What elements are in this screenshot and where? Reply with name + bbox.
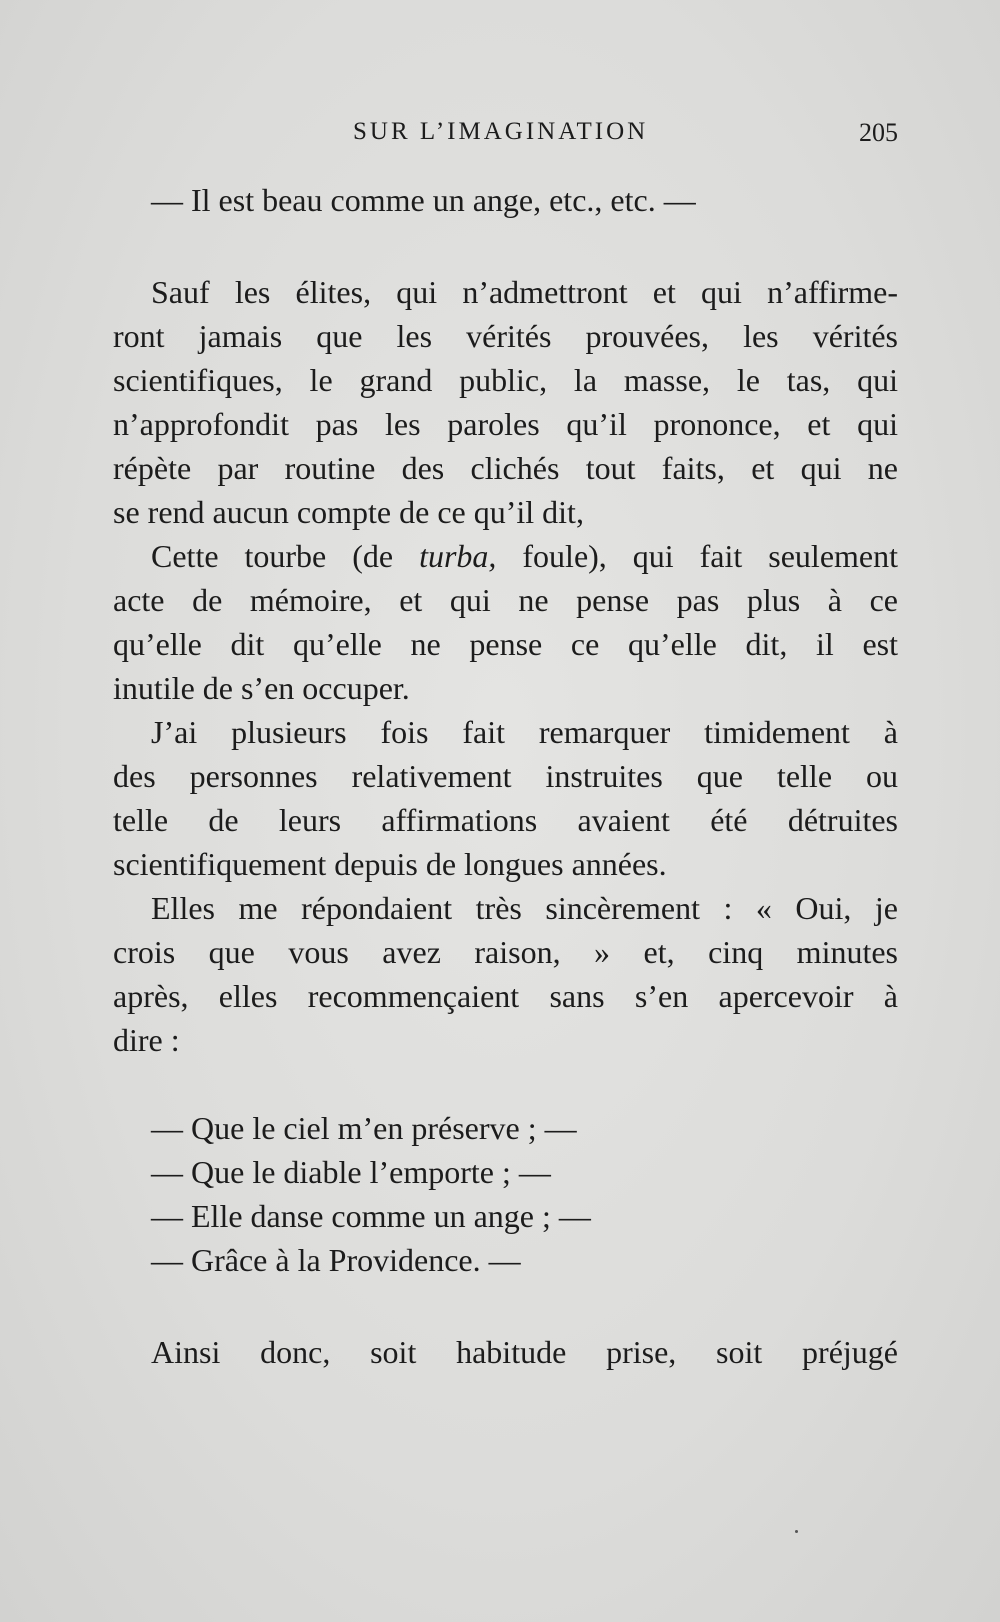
text-line: — Que le ciel m’en préserve ; —	[151, 1110, 577, 1146]
text-segment: foule), qui fait seulement	[496, 538, 899, 574]
text-line: se rend aucun compte de ce qu’il dit,	[113, 494, 584, 530]
text-line: — Il est beau comme un ange, etc., etc. —	[151, 182, 696, 218]
text-line: n’approfondit pas les paroles qu’il prononce, et qui	[113, 406, 898, 442]
text-line: scientifiquement depuis de longues années.	[113, 846, 667, 882]
text-line: inutile de s’en occuper.	[113, 670, 410, 706]
text-line: — Elle danse comme un ange ; —	[151, 1198, 591, 1234]
text-line: telle de leurs affirmations avaient été détruites	[113, 802, 898, 838]
text-line: qu’elle dit qu’elle ne pense ce qu’elle dit, il est	[113, 626, 898, 662]
text-line: Elles me répondaient très sincèrement : « Oui, je	[151, 890, 898, 926]
text-line: Sauf les élites, qui n’admettront et qui n’affirme-	[151, 274, 898, 310]
text-line	[151, 534, 898, 578]
text-line: dire :	[113, 1022, 180, 1058]
text-segment: Cette tourbe (de	[151, 538, 420, 574]
text-line: scientifiques, le grand public, la masse, le tas, qui	[113, 362, 898, 398]
running-title: SUR L’IMAGINATION	[353, 118, 649, 145]
text-line: crois que vous avez raison, » et, cinq minutes	[113, 934, 898, 970]
text-line: après, elles recommençaient sans s’en apercevoir à	[113, 978, 898, 1014]
text-line: — Grâce à la Providence. —	[151, 1242, 521, 1278]
running-head	[113, 118, 898, 158]
text-line: ront jamais que les vérités prouvées, les vérités	[113, 318, 898, 354]
page-number: 205	[859, 118, 898, 147]
text-line: J’ai plusieurs fois fait remarquer timidement à	[151, 714, 898, 750]
text-line: répète par routine des clichés tout faits, et qui ne	[113, 450, 898, 486]
text-line: acte de mémoire, et qui ne pense pas plus à ce	[113, 582, 898, 618]
text-line: des personnes relativement instruites que telle ou	[113, 758, 898, 794]
paper-speck	[795, 1530, 798, 1533]
text-line: Ainsi donc, soit habitude prise, soit préjugé	[151, 1334, 898, 1370]
text-line: — Que le diable l’emporte ; —	[151, 1154, 551, 1190]
italic-word: turba,	[419, 538, 497, 574]
